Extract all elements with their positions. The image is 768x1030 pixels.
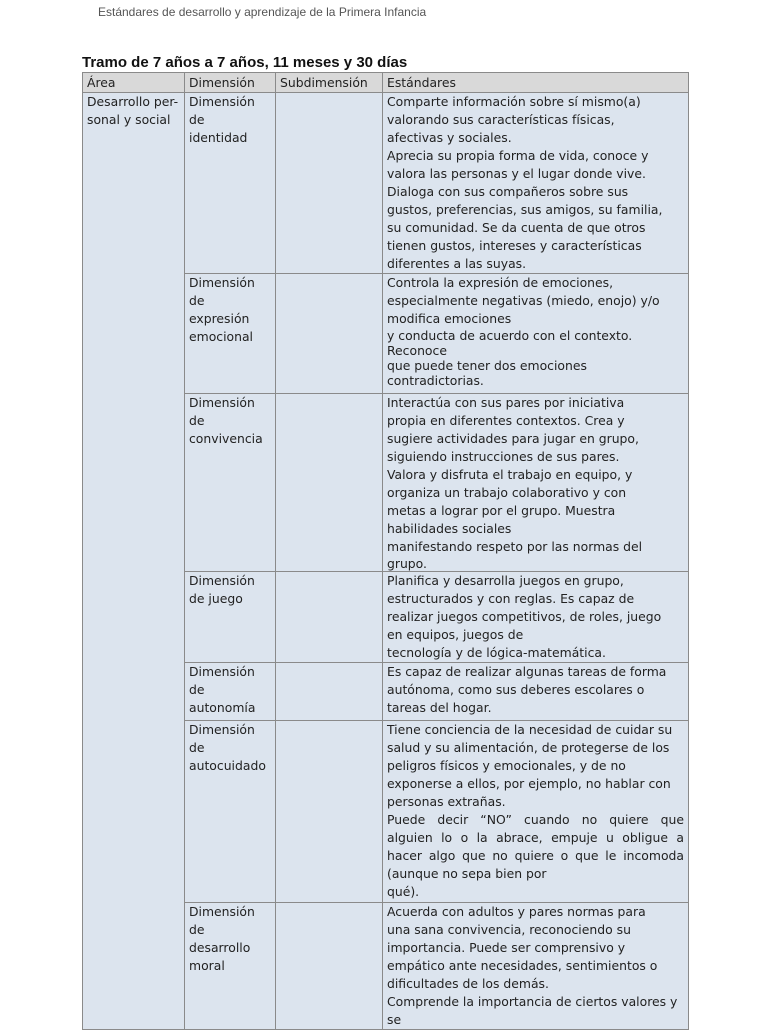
- standard-line: alguien lo o la abrace, empuje u obligue a: [387, 830, 684, 845]
- standard-line: valora las personas y el lugar donde vive.: [387, 166, 646, 181]
- subdimension-cell: [276, 274, 383, 394]
- header-dimension: Dimensión: [185, 73, 276, 93]
- standards-cell: [383, 903, 689, 1030]
- dimension-line: Dimensión: [189, 94, 255, 109]
- dimension-line: moral: [189, 958, 225, 973]
- standard-line: Interactúa con sus pares por iniciativa: [387, 395, 625, 410]
- standard-line: modifica emociones: [387, 311, 512, 326]
- standard-line: se: [387, 1012, 402, 1027]
- dimension-cell: [185, 394, 276, 572]
- standard-line: importancia. Puede ser comprensivo y: [387, 940, 626, 955]
- standard-line: Controla la expresión de emociones,: [387, 275, 614, 290]
- standard-line: hacer algo que no quiere o que le incomoda: [387, 848, 684, 863]
- standards-cell: [383, 274, 689, 394]
- dimension-line: Dimensión: [189, 573, 255, 588]
- dimension-line: convivencia: [189, 431, 263, 446]
- standard-line: dificultades de los demás.: [387, 976, 549, 991]
- area-line: Desarrollo per-: [87, 94, 179, 109]
- dimension-line: identidad: [189, 130, 248, 145]
- dimension-line: de: [189, 922, 205, 937]
- dimension-line: autocuidado: [189, 758, 266, 773]
- standard-line: Reconoce: [387, 343, 447, 358]
- standard-line: Dialoga con sus compañeros sobre sus: [387, 184, 629, 199]
- dimension-line: desarrollo: [189, 940, 251, 955]
- dimension-line: de: [189, 293, 205, 308]
- standard-line: (aunque no sepa bien por: [387, 866, 547, 881]
- standard-line: grupo.: [387, 556, 427, 571]
- dimension-line: de: [189, 682, 205, 697]
- standards-cell: [383, 721, 689, 903]
- area-line: sonal y social: [87, 112, 171, 127]
- dimension-line: autonomía: [189, 700, 256, 715]
- running-header: Estándares de desarrollo y aprendizaje de la Primera Infancia: [98, 5, 427, 19]
- subdimension-cell: [276, 93, 383, 274]
- dimension-line: de: [189, 740, 205, 755]
- area-cell: [83, 93, 185, 1030]
- standard-line: personas extrañas.: [387, 794, 506, 809]
- subdimension-cell: [276, 721, 383, 903]
- standard-line: Acuerda con adultos y pares normas para: [387, 904, 646, 919]
- standard-line: Comprende la importancia de ciertos valores y: [387, 994, 678, 1009]
- header-area: Área: [83, 73, 185, 93]
- page-title: Tramo de 7 años a 7 años, 11 meses y 30 días: [82, 54, 408, 71]
- standard-line: salud y su alimentación, de protegerse de los: [387, 740, 670, 755]
- standard-line: gustos, preferencias, sus amigos, su familia,: [387, 202, 663, 217]
- standard-line: qué).: [387, 884, 420, 899]
- standard-line: estructurados y con reglas. Es capaz de: [387, 591, 635, 606]
- standard-line: su comunidad. Se da cuenta de que otros: [387, 220, 646, 235]
- standard-line: empático ante necesidades, sentimientos o: [387, 958, 658, 973]
- standard-line: Planifica y desarrolla juegos en grupo,: [387, 573, 624, 588]
- table-row: [83, 93, 689, 274]
- subdimension-cell: [276, 394, 383, 572]
- dimension-cell: [185, 274, 276, 394]
- standard-line: tienen gustos, intereses y características: [387, 238, 642, 253]
- standards-cell: [383, 394, 689, 572]
- dimension-cell: [185, 721, 276, 903]
- header-subdimension: Subdimensión: [276, 73, 383, 93]
- subdimension-cell: [276, 663, 383, 721]
- dimension-cell: [185, 663, 276, 721]
- dimension-line: expresión: [189, 311, 250, 326]
- subdimension-cell: [276, 903, 383, 1030]
- standard-line: propia en diferentes contextos. Crea y: [387, 413, 625, 428]
- standard-line: contradictorias.: [387, 373, 484, 388]
- standard-line: Tiene conciencia de la necesidad de cuidar su: [387, 722, 673, 737]
- standard-line: exponerse a ellos, por ejemplo, no hablar con: [387, 776, 671, 791]
- standard-line: afectivas y sociales.: [387, 130, 512, 145]
- standard-line: metas a lograr por el grupo. Muestra: [387, 503, 616, 518]
- dimension-line: Dimensión: [189, 904, 255, 919]
- standard-line: y conducta de acuerdo con el contexto.: [387, 328, 633, 343]
- standards-cell: [383, 93, 689, 274]
- standard-line: Es capaz de realizar algunas tareas de forma: [387, 664, 667, 679]
- dimension-cell: [185, 903, 276, 1030]
- standard-line: diferentes a las suyas.: [387, 256, 527, 271]
- standard-line: tareas del hogar.: [387, 700, 492, 715]
- header-standards: Estándares: [383, 73, 689, 93]
- standard-line: especialmente negativas (miedo, enojo) y/o: [387, 293, 660, 308]
- standards-cell: [383, 663, 689, 721]
- dimension-cell: [185, 572, 276, 663]
- table-header-row: [83, 73, 689, 93]
- standard-line: que puede tener dos emociones: [387, 358, 587, 373]
- standard-line: valorando sus características físicas,: [387, 112, 615, 127]
- standard-line: sugiere actividades para jugar en grupo,: [387, 431, 639, 446]
- standard-line: Comparte información sobre sí mismo(a): [387, 94, 641, 109]
- dimension-line: Dimensión: [189, 395, 255, 410]
- dimension-cell: [185, 93, 276, 274]
- standard-line: organiza un trabajo colaborativo y con: [387, 485, 627, 500]
- standards-table: [82, 72, 689, 1030]
- standard-line: en equipos, juegos de: [387, 627, 524, 642]
- dimension-line: Dimensión: [189, 722, 255, 737]
- dimension-line: emocional: [189, 329, 253, 344]
- standard-line: una sana convivencia, reconociendo su: [387, 922, 631, 937]
- standard-line: Valora y disfruta el trabajo en equipo, y: [387, 467, 633, 482]
- standard-line: peligros físicos y emocionales, y de no: [387, 758, 626, 773]
- dimension-line: de juego: [189, 591, 243, 606]
- standards-cell: [383, 572, 689, 663]
- standard-line: Puede decir “NO” cuando no quiere que: [387, 812, 684, 827]
- standard-line: siguiendo instrucciones de sus pares.: [387, 449, 620, 464]
- standard-line: autónoma, como sus deberes escolares o: [387, 682, 645, 697]
- dimension-line: Dimensión: [189, 275, 255, 290]
- dimension-line: de: [189, 413, 205, 428]
- standard-line: Aprecia su propia forma de vida, conoce y: [387, 148, 649, 163]
- standard-line: manifestando respeto por las normas del: [387, 539, 643, 554]
- dimension-line: de: [189, 112, 205, 127]
- dimension-line: Dimensión: [189, 664, 255, 679]
- standard-line: tecnología y de lógica-matemática.: [387, 645, 606, 660]
- standard-line: realizar juegos competitivos, de roles, juego: [387, 609, 662, 624]
- standard-line: habilidades sociales: [387, 521, 512, 536]
- subdimension-cell: [276, 572, 383, 663]
